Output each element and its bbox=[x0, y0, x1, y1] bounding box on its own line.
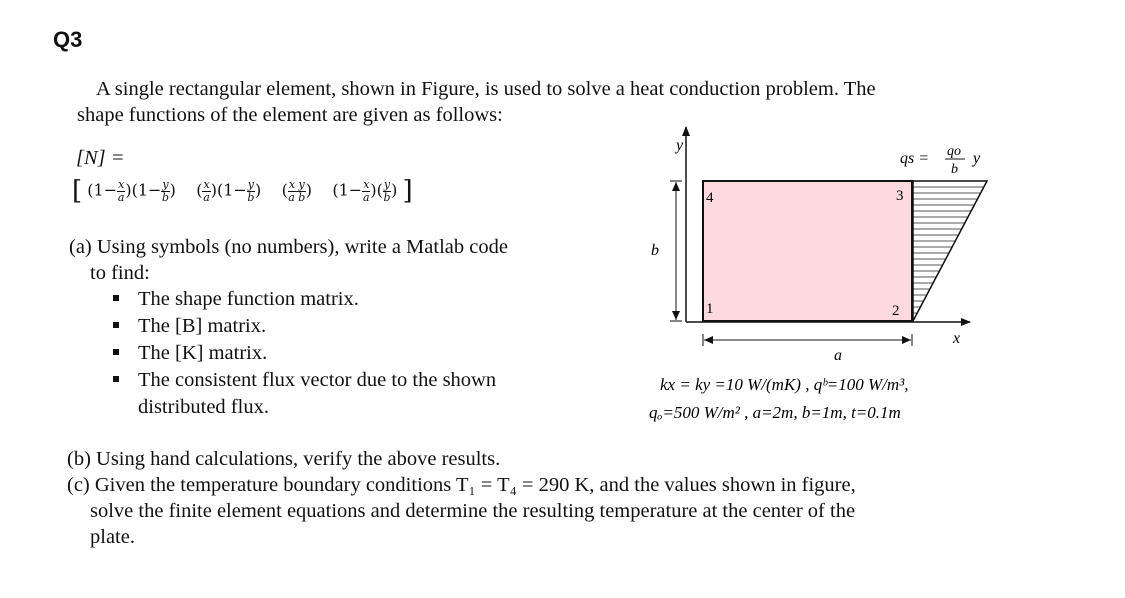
bullet-continuation: distributed flux. bbox=[138, 396, 269, 418]
paren: ) bbox=[255, 180, 262, 200]
minus: − bbox=[233, 180, 247, 200]
node-4-label: 4 bbox=[706, 190, 714, 206]
bullet-item: The [K] matrix. bbox=[138, 342, 268, 364]
one: 1 bbox=[137, 180, 148, 200]
dimension-arrowhead bbox=[704, 336, 713, 344]
dimension-b-label: b bbox=[651, 242, 659, 259]
node-3-label: 3 bbox=[896, 188, 904, 204]
paren: ) bbox=[305, 180, 313, 200]
flux-formula-label: qs = bbox=[900, 150, 930, 167]
bullet-item: The shape function matrix. bbox=[138, 288, 359, 310]
shape-matrix-label: [N] = bbox=[76, 147, 125, 169]
minus: − bbox=[148, 180, 162, 200]
part-c-line-1: (c) Given the temperature boundary conditions T₁ = T₄ = 290 K, and the values shown in figure, bbox=[67, 474, 856, 496]
dimension-arrowhead bbox=[672, 311, 680, 320]
minus: − bbox=[348, 180, 363, 200]
paren: ) bbox=[370, 180, 377, 200]
flux-formula-variable: y bbox=[973, 150, 981, 167]
dimension-a-label: a bbox=[834, 347, 842, 364]
frac-den: a bbox=[363, 190, 370, 204]
paren: ) bbox=[125, 180, 132, 200]
matrix-close-bracket: ] bbox=[402, 176, 413, 206]
frac-den: a bbox=[203, 190, 210, 204]
paren: ( bbox=[196, 180, 203, 200]
parameters-line-2: qₒ=500 W/m² , a=2m, b=1m, t=0.1m bbox=[649, 403, 901, 422]
dimension-arrowhead bbox=[902, 336, 911, 344]
part-a-line-2: to find: bbox=[90, 262, 150, 284]
paren: ( bbox=[87, 180, 94, 200]
parameters-line-1: kx = ky =10 W/(mK) , qᵇ=100 W/m³, bbox=[660, 375, 909, 394]
flux-formula-numerator: qo bbox=[947, 144, 961, 159]
part-c-line-2: solve the finite element equations and determine the resulting temperature at the center of the bbox=[90, 500, 856, 522]
part-b: (b) Using hand calculations, verify the above results. bbox=[67, 448, 501, 470]
paren: ) bbox=[210, 180, 217, 200]
frac-num: x bbox=[363, 177, 370, 191]
intro-line-1: A single rectangular element, shown in Figure, is used to solve a heat conduction problem. The bbox=[96, 78, 876, 100]
part-c-line-3: plate. bbox=[90, 526, 135, 548]
node-1-label: 1 bbox=[706, 301, 714, 317]
one: 1 bbox=[93, 180, 104, 200]
y-axis-label: y bbox=[676, 137, 684, 154]
frac-den: a b bbox=[288, 190, 306, 204]
frac-num: y bbox=[162, 177, 169, 191]
paren: ) bbox=[391, 180, 398, 200]
bullet-item: The [B] matrix. bbox=[138, 315, 267, 337]
matrix-open-bracket: [ bbox=[72, 176, 83, 206]
paren: ( bbox=[332, 180, 339, 200]
paren: ) bbox=[169, 180, 176, 200]
paren: ( bbox=[281, 180, 288, 200]
paren: ( bbox=[131, 180, 138, 200]
paren: ( bbox=[216, 180, 224, 200]
rectangular-element bbox=[703, 181, 912, 321]
paren: ( bbox=[376, 180, 383, 200]
frac-num: x bbox=[203, 177, 210, 191]
bullet-item: The consistent flux vector due to the shown bbox=[138, 369, 497, 391]
frac-den: b bbox=[383, 190, 391, 204]
one: 1 bbox=[223, 180, 234, 200]
frac-num: y bbox=[247, 177, 254, 191]
flux-formula-denominator: b bbox=[951, 162, 958, 177]
one: 1 bbox=[338, 180, 349, 200]
frac-num: x y bbox=[288, 177, 305, 191]
node-2-label: 2 bbox=[892, 303, 900, 319]
intro-line-2: shape functions of the element are given as follows: bbox=[77, 104, 503, 126]
frac-num: y bbox=[383, 177, 391, 191]
minus: − bbox=[103, 180, 118, 200]
question-number: Q3 bbox=[53, 27, 83, 52]
dimension-arrowhead bbox=[672, 182, 680, 191]
frac-den: b bbox=[247, 190, 255, 204]
frac-den: a bbox=[117, 190, 125, 204]
frac-den: b bbox=[161, 190, 170, 204]
frac-num: x bbox=[118, 177, 125, 191]
part-a-line-1: (a) Using symbols (no numbers), write a Matlab code bbox=[69, 236, 508, 258]
x-axis-label: x bbox=[953, 330, 961, 347]
distributed-flux-load bbox=[913, 181, 987, 321]
